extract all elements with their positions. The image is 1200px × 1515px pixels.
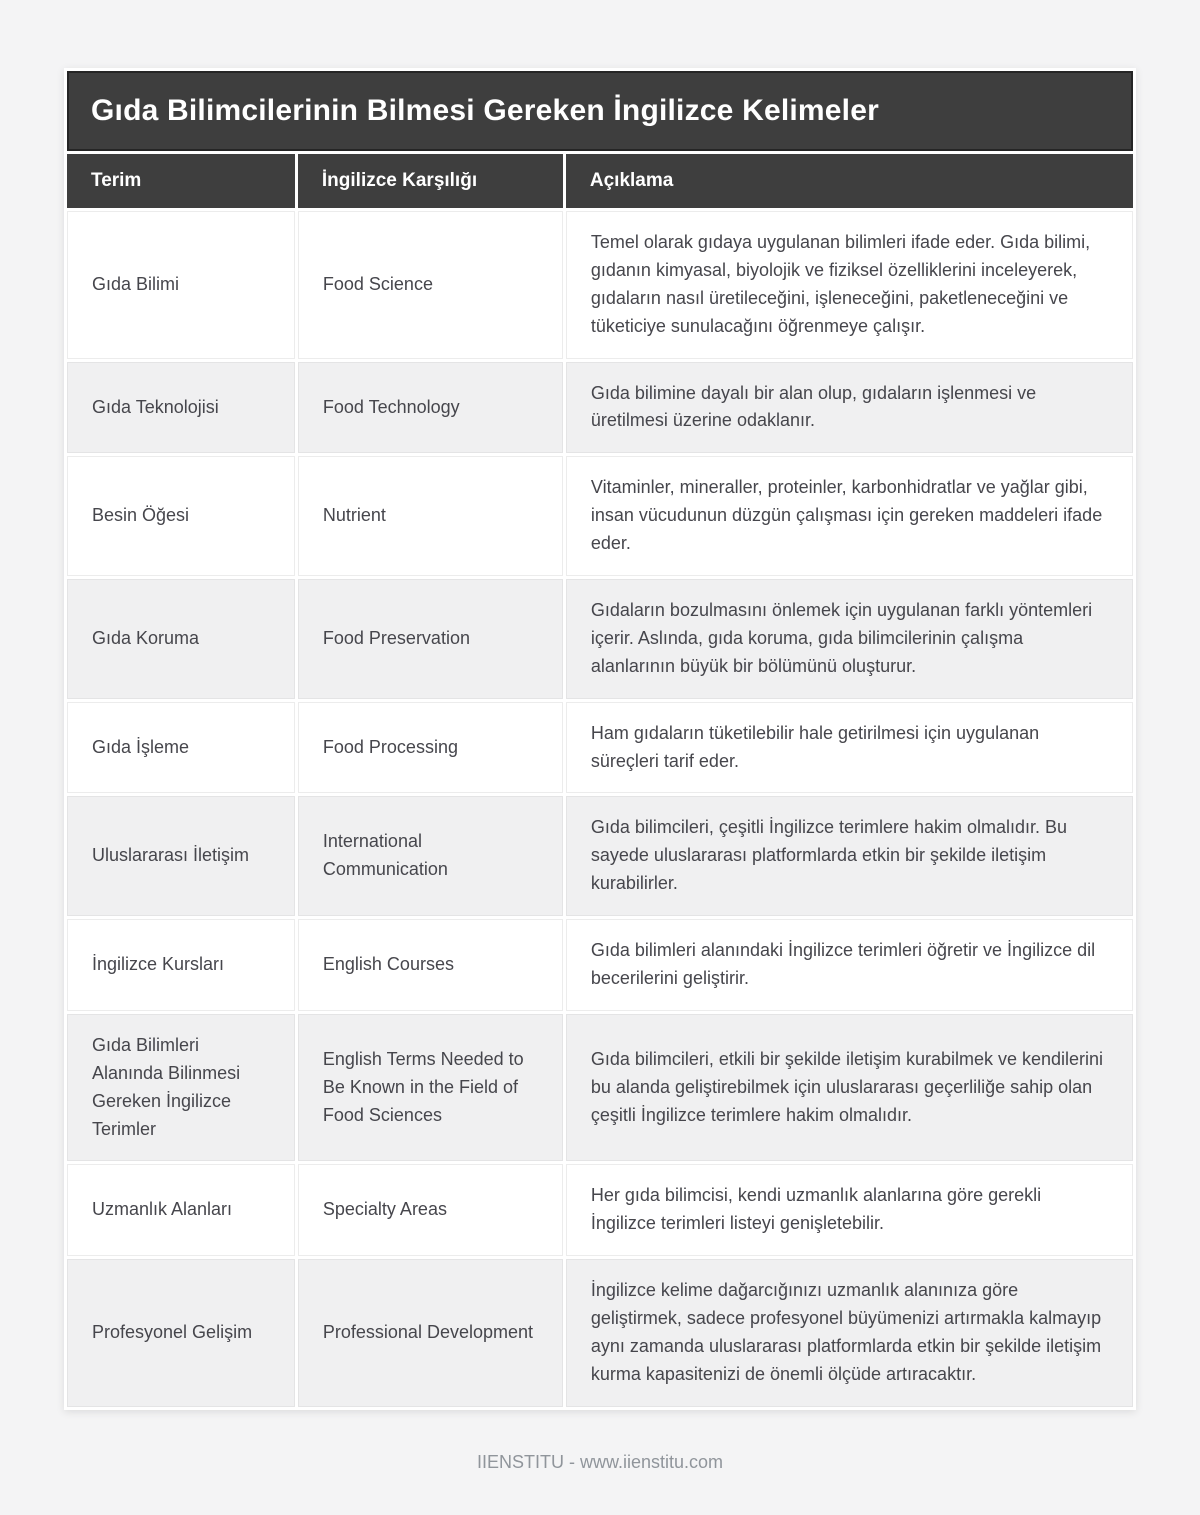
english-cell: English Terms Needed to Be Known in the Field of Food Sciences bbox=[298, 1014, 563, 1162]
english-cell: Nutrient bbox=[298, 456, 563, 576]
term-cell: Gıda İşleme bbox=[67, 702, 295, 794]
footer-branding: IIENSTITU - www.iienstitu.com bbox=[476, 1451, 724, 1472]
english-cell: Food Technology bbox=[298, 362, 563, 454]
table-body bbox=[67, 211, 1133, 1407]
description-cell: İngilizce kelime dağarcığınızı uzmanlık alanınıza göre geliştirmek, sadece profesyonel büyümenizi artırmakla kalmayıp aynı zamanda uluslararası platformlarda etkin bir şekilde iletişim kurma kapasitenizi de önemli ölçüde artıracaktır. bbox=[566, 1259, 1133, 1407]
term-cell: Gıda Teknolojisi bbox=[67, 362, 295, 454]
term-cell: İngilizce Kursları bbox=[67, 919, 295, 1011]
description-cell: Her gıda bilimcisi, kendi uzmanlık alanlarına göre gerekli İngilizce terimleri listeyi genişletebilir. bbox=[566, 1164, 1133, 1256]
description-cell: Temel olarak gıdaya uygulanan bilimleri ifade eder. Gıda bilimi, gıdanın kimyasal, biyolojik ve fiziksel özelliklerini inceleyerek, gıdaların nasıl üretileceğini, işleneceğini, paketleneceğini ve tüketiciye sunulacağını öğrenmeye çalışır. bbox=[566, 211, 1133, 359]
term-cell: Uzmanlık Alanları bbox=[67, 1164, 295, 1256]
term-cell: Besin Öğesi bbox=[67, 456, 295, 576]
description-cell: Gıdaların bozulmasını önlemek için uygulanan farklı yöntemleri içerir. Aslında, gıda koruma, gıda bilimcilerinin çalışma alanlarının büyük bir bölümünü oluşturur. bbox=[566, 579, 1133, 699]
english-cell: Food Preservation bbox=[298, 579, 563, 699]
description-cell: Gıda bilimleri alanındaki İngilizce terimleri öğretir ve İngilizce dil becerilerini geliştirir. bbox=[566, 919, 1133, 1011]
column-header-english: İngilizce Karşılığı bbox=[298, 154, 563, 208]
description-cell: Gıda bilimine dayalı bir alan olup, gıdaların işlenmesi ve üretilmesi üzerine odaklanır. bbox=[566, 362, 1133, 454]
title-row bbox=[67, 71, 1133, 151]
table-row bbox=[67, 1014, 1133, 1162]
column-header-description: Açıklama bbox=[566, 154, 1133, 208]
table-row bbox=[67, 702, 1133, 794]
description-cell: Gıda bilimcileri, etkili bir şekilde iletişim kurabilmek ve kendilerini bu alanda geliştirebilmek için uluslararası geçerliliğe sahip olan çeşitli İngilizce terimlere hakim olmalıdır. bbox=[566, 1014, 1133, 1162]
page-title: Gıda Bilimcilerinin Bilmesi Gereken İngilizce Kelimeler bbox=[67, 71, 1133, 151]
table-row bbox=[67, 456, 1133, 576]
table-row bbox=[67, 1259, 1133, 1407]
column-header-term: Terim bbox=[67, 154, 295, 208]
table-row bbox=[67, 362, 1133, 454]
page bbox=[64, 0, 1136, 1473]
table-header-row bbox=[67, 154, 1133, 208]
vocab-table bbox=[64, 68, 1136, 1410]
english-cell: Specialty Areas bbox=[298, 1164, 563, 1256]
english-cell: Food Science bbox=[298, 211, 563, 359]
description-cell: Vitaminler, mineraller, proteinler, karbonhidratlar ve yağlar gibi, insan vücudunun düzgün çalışması için gereken maddeleri ifade eder. bbox=[566, 456, 1133, 576]
term-cell: Gıda Koruma bbox=[67, 579, 295, 699]
table-row bbox=[67, 919, 1133, 1011]
table-row bbox=[67, 1164, 1133, 1256]
description-cell: Gıda bilimcileri, çeşitli İngilizce terimlere hakim olmalıdır. Bu sayede uluslararası platformlarda etkin bir şekilde iletişim kurabilirler. bbox=[566, 796, 1133, 916]
table-row bbox=[67, 796, 1133, 916]
description-cell: Ham gıdaların tüketilebilir hale getirilmesi için uygulanan süreçleri tarif eder. bbox=[566, 702, 1133, 794]
english-cell: English Courses bbox=[298, 919, 563, 1011]
table-row bbox=[67, 579, 1133, 699]
english-cell: Professional Development bbox=[298, 1259, 563, 1407]
table-row bbox=[67, 211, 1133, 359]
term-cell: Uluslararası İletişim bbox=[67, 796, 295, 916]
english-cell: International Communication bbox=[298, 796, 563, 916]
english-cell: Food Processing bbox=[298, 702, 563, 794]
term-cell: Gıda Bilimleri Alanında Bilinmesi Gereken İngilizce Terimler bbox=[67, 1014, 295, 1162]
term-cell: Gıda Bilimi bbox=[67, 211, 295, 359]
term-cell: Profesyonel Gelişim bbox=[67, 1259, 295, 1407]
